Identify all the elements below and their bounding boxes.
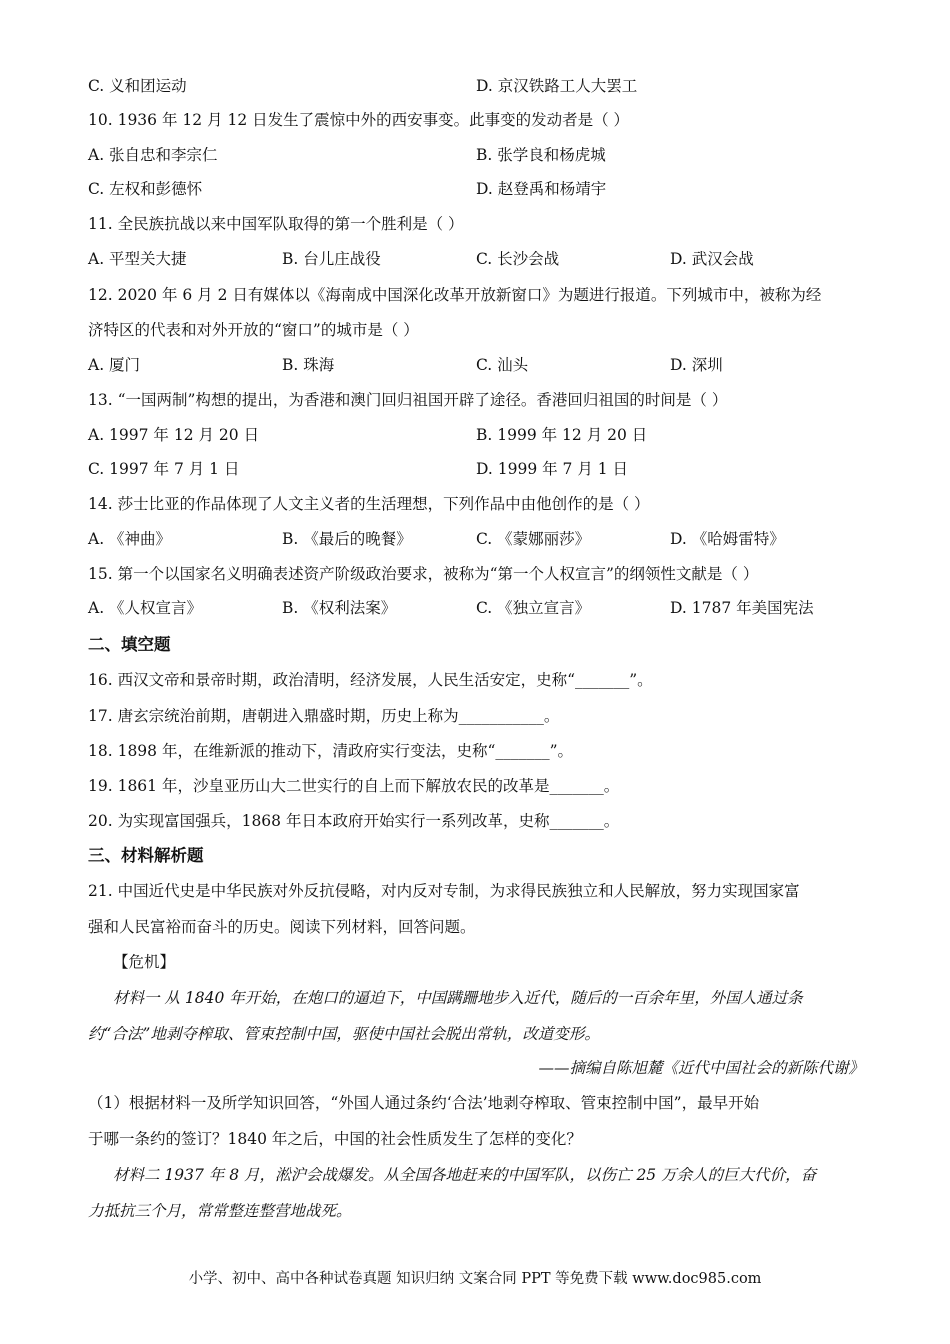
q19-text: 19. 1861 年，沙皇亚历山大二世实行的自上而下解放农民的改革是_______。 [88, 777, 620, 795]
q15-option-d: D. 1787 年美国宪法 [670, 599, 814, 617]
q13-option-b: B. 1999 年 12 月 20 日 [476, 426, 648, 444]
q12-option-b: B. 珠海 [282, 356, 335, 374]
q21-intro-line1: 21. 中国近代史是中华民族对外反抗侵略，对内反对专制，为求得民族独立和人民解放，努力实现国家富 [88, 882, 800, 900]
q14-option-a: A. 《神曲》 [88, 530, 172, 548]
q13-option-a: A. 1997 年 12 月 20 日 [88, 426, 260, 444]
q13-stem: 13. “一国两制”构想的提出，为香港和澳门回归祖国开辟了途径。香港回归祖国的时间是（ ） [88, 391, 728, 409]
q11-stem: 11. 全民族抗战以来中国军队取得的第一个胜利是（ ） [88, 215, 464, 233]
q10-stem: 10. 1936 年 12 月 12 日发生了震惊中外的西安事变。此事变的发动者是（ ） [88, 111, 630, 129]
q12-stem-line1: 12. 2020 年 6 月 2 日有媒体以《海南成中国深化改革开放新窗口》为题进行报道。下列城市中，被称为经 [88, 286, 822, 304]
q10-option-d: D. 赵登禹和杨靖宇 [476, 180, 607, 198]
q21-material2-line1: 材料二 1937 年 8 月，淞沪会战爆发。从全国各地赶来的中国军队，以伤亡 25 万余人的巨大代价，奋 [113, 1166, 817, 1184]
q13-option-c: C. 1997 年 7 月 1 日 [88, 460, 240, 478]
q17-text: 17. 唐玄宗统治前期，唐朝进入鼎盛时期，历史上称为___________。 [88, 707, 560, 725]
q9-option-d: D. 京汉铁路工人大罢工 [476, 77, 638, 95]
q21-question1-line2: 于哪一条约的签订？1840 年之后，中国的社会性质发生了怎样的变化？ [88, 1130, 582, 1148]
q21-material2-line2: 力抵抗三个月，常常整连整营地战死。 [88, 1202, 352, 1220]
q15-option-c: C. 《独立宣言》 [476, 599, 591, 617]
page-footer: 小学、初中、高中各种试卷真题 知识归纳 文案合同 PPT 等免费下载 www.doc985.com [188, 1271, 762, 1287]
section-title-fill-in: 二、填空题 [88, 635, 171, 654]
q12-option-a: A. 厦门 [88, 356, 141, 374]
q21-material1-line1: 材料一 从 1840 年开始，在炮口的逼迫下，中国蹒跚地步入近代，随后的一百余年里，外国人通过条 [113, 989, 803, 1007]
q15-option-b: B. 《权利法案》 [282, 599, 397, 617]
q14-option-d: D. 《哈姆雷特》 [670, 530, 785, 548]
q20-text: 20. 为实现富国强兵，1868 年日本政府开始实行一系列改革，史称_______。 [88, 812, 620, 830]
q10-option-a: A. 张自忠和李宗仁 [88, 146, 218, 164]
q21-material1-line2: 约“合法”地剥夺榨取、管束控制中国，驱使中国社会脱出常轨，改道变形。 [88, 1025, 600, 1043]
q12-option-c: C. 汕头 [476, 356, 529, 374]
q11-option-c: C. 长沙会战 [476, 250, 560, 268]
q11-option-a: A. 平型关大捷 [88, 250, 187, 268]
q21-question1-line1: （1）根据材料一及所学知识回答，“外国人通过条约‘合法’地剥夺榨取、管束控制中国”，最早开始 [88, 1094, 760, 1112]
q21-heading: 【危机】 [113, 953, 176, 971]
q16-text: 16. 西汉文帝和景帝时期，政治清明，经济发展，人民生活安定，史称“_______”。 [88, 671, 653, 689]
q12-stem-line2: 济特区的代表和对外开放的“窗口”的城市是（ ） [88, 321, 419, 339]
q21-intro-line2: 强和人民富裕而奋斗的历史。阅读下列材料，回答问题。 [88, 918, 476, 936]
q10-option-b: B. 张学良和杨虎城 [476, 146, 606, 164]
q21-source: ——摘编自陈旭麓《近代中国社会的新陈代谢》 [538, 1059, 864, 1077]
q14-option-b: B. 《最后的晚餐》 [282, 530, 412, 548]
section-title-material-analysis: 三、材料解析题 [88, 846, 204, 865]
q11-option-d: D. 武汉会战 [670, 250, 754, 268]
q15-stem: 15. 第一个以国家名义明确表述资产阶级政治要求，被称为“第一个人权宣言”的纲领性文献是（ ） [88, 565, 759, 583]
q18-text: 18. 1898 年，在维新派的推动下，清政府实行变法，史称“_______”。 [88, 742, 574, 760]
q9-option-c: C. 义和团运动 [88, 77, 187, 95]
q14-stem: 14. 莎士比亚的作品体现了人文主义者的生活理想，下列作品中由他创作的是（ ） [88, 495, 650, 513]
q10-option-c: C. 左权和彭德怀 [88, 180, 203, 198]
q14-option-c: C. 《蒙娜丽莎》 [476, 530, 591, 548]
q11-option-b: B. 台儿庄战役 [282, 250, 381, 268]
q12-option-d: D. 深圳 [670, 356, 723, 374]
q13-option-d: D. 1999 年 7 月 1 日 [476, 460, 629, 478]
q15-option-a: A. 《人权宣言》 [88, 599, 203, 617]
